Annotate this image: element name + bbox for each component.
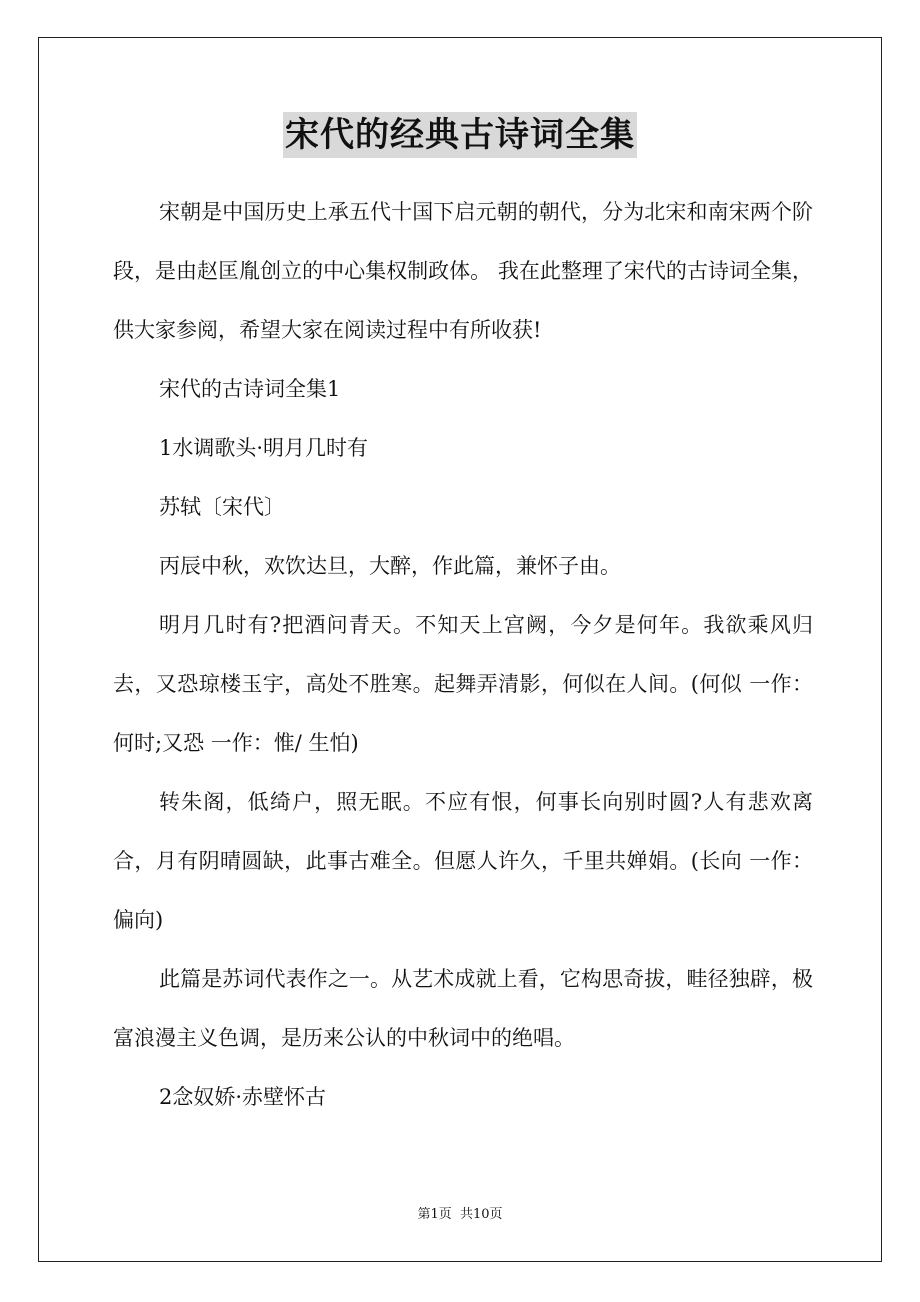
intro-paragraph: 宋朝是中国历史上承五代十国下启元朝的朝代，分为北宋和南宋两个阶段，是由赵匡胤创立的中心集权制政体。 我在此整理了宋代的古诗词全集，供大家参阅，希望大家在阅读过程中有所收获! — [113, 200, 813, 342]
poem-title: 2念奴娇·赤壁怀古 — [159, 1085, 327, 1109]
section-heading: 宋代的古诗词全集1 — [159, 377, 341, 401]
title-container — [0, 112, 920, 158]
poem-commentary: 此篇是苏词代表作之一。从艺术成就上看，它构思奇拔，畦径独辟，极富浪漫主义色调，是历来公认的中秋词中的绝唱。 — [113, 967, 813, 1050]
page-number: 第1页 共10页 — [417, 1207, 503, 1222]
document-title: 宋代的经典古诗词全集 — [283, 112, 637, 158]
page-footer — [0, 1205, 920, 1225]
poem-preface: 丙辰中秋，欢饮达旦，大醉，作此篇，兼怀子由。 — [159, 554, 621, 578]
document-body — [113, 183, 813, 1127]
poem-stanza: 明月几时有?把酒问青天。不知天上宫阙，今夕是何年。我欲乘风归去，又恐琼楼玉宇，高处不胜寒。起舞弄清影，何似在人间。(何似 一作：何时;又恐 一作：惟/ 生怕) — [113, 613, 813, 755]
poem-author: 苏轼〔宋代〕 — [159, 495, 285, 519]
poem-title: 1水调歌头·明月几时有 — [159, 436, 369, 460]
poem-stanza: 转朱阁，低绮户，照无眠。不应有恨，何事长向别时圆?人有悲欢离合，月有阴晴圆缺，此事古难全。但愿人许久，千里共婵娟。(长向 一作：偏向) — [113, 790, 813, 932]
